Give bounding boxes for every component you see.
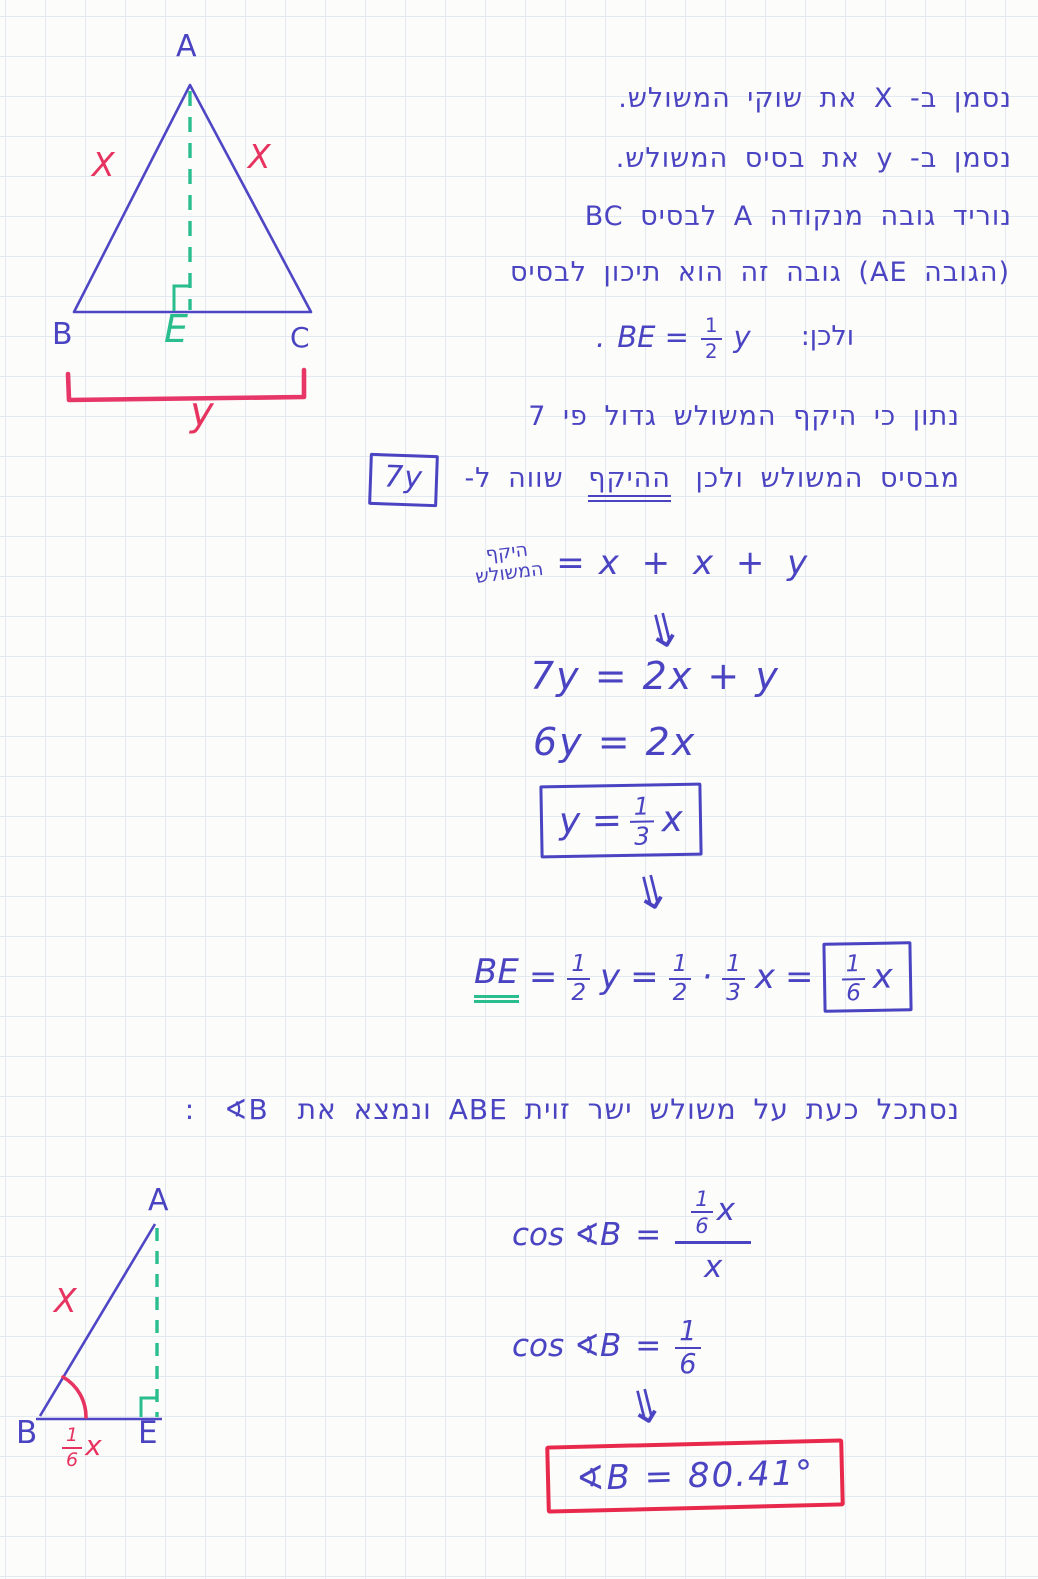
implies-down-arrow: ⇓	[620, 1376, 671, 1438]
multiplication-dot: ·	[701, 957, 713, 998]
side-label-left: X	[92, 145, 115, 184]
fraction-one-half: $\frac{1}{2}$	[701, 316, 722, 361]
big-fraction	[675, 1186, 751, 1286]
big-fraction-numerator	[675, 1186, 751, 1241]
hypotenuse-label: X	[54, 1281, 77, 1320]
fraction-one-sixth: 1 6	[691, 1188, 712, 1236]
perimeter-rhs: x + x + y	[598, 542, 814, 583]
angle-arc	[63, 1377, 86, 1417]
intro-line-2: נסמן ב- y את בסיס המשולש.	[615, 143, 1012, 174]
base-length-bracket	[68, 370, 304, 400]
vertex-label-a: A	[176, 29, 197, 64]
variable-x: x	[85, 1429, 102, 1463]
side-label-right: X	[248, 137, 271, 176]
variable-x: x	[754, 957, 775, 998]
base-length-label: y	[190, 389, 214, 435]
fraction-one-sixth: 1 6	[62, 1426, 82, 1470]
vertex-label-b: B	[16, 1415, 38, 1451]
final-answer	[546, 1442, 844, 1510]
answer-box	[545, 1438, 845, 1513]
intro-line-3: נוריד גובה מנקודה A לבסיס BC	[584, 201, 1012, 232]
isosceles-triangle-diagram	[28, 28, 368, 428]
big-fraction-denominator: x	[675, 1241, 751, 1283]
given-line2-part2: שווה ל-	[464, 463, 564, 494]
fraction-one-half: $\frac{1}{2}$	[669, 953, 692, 1005]
variable-x: x	[872, 956, 894, 998]
vertex-label-a: A	[148, 1183, 169, 1218]
angle-b-symbol: ∢B	[224, 1093, 269, 1126]
perimeter-word-underlined: ההיקף	[588, 463, 671, 502]
be-chain-equation	[474, 942, 912, 1012]
fraction-one-third: 1 3	[722, 953, 745, 1005]
perimeter-label: היקף המשולש	[474, 538, 545, 588]
base-length-label	[62, 1424, 102, 1472]
therefore-label: ולכן:	[800, 321, 855, 353]
answer-text: ∢B = 80.41°	[575, 1453, 815, 1499]
observe-colon: :	[184, 1093, 196, 1126]
cosine-equation-2	[512, 1316, 701, 1381]
right-triangle-diagram	[12, 1184, 227, 1439]
fraction-one-sixth: $\frac{1}{6}$	[675, 1318, 700, 1378]
given-line-1: נתון כי היקף המשולש גדול פי 7	[528, 401, 960, 432]
triangle-outline	[74, 85, 311, 312]
intro-line-1: נסמן ב- X את שוקי המשולש.	[618, 83, 1012, 114]
cos-angle-b: cos ∢B	[512, 1216, 622, 1253]
be-equals: BE =	[617, 319, 689, 354]
cos-angle-b: cos ∢B	[512, 1328, 622, 1365]
seven-y-box: 7y	[368, 453, 439, 507]
implies-down-arrow: ⇓	[638, 600, 689, 662]
fraction-one-half: $\frac{1}{2}$	[567, 953, 590, 1005]
foot-label-e: E	[164, 307, 189, 351]
equals-sign: =	[556, 542, 585, 583]
equals-sign: =	[635, 1216, 662, 1253]
observe-text: נסתכל כעת על משולש ישר זוית ABE ונמצא את	[297, 1093, 960, 1126]
equals-sign: =	[630, 957, 659, 998]
equation-7y-2x-y: 7y = 2x + y	[530, 654, 780, 698]
hypotenuse-line	[40, 1224, 155, 1416]
one-sixth-x-box	[823, 941, 913, 1013]
intro-line-4: (הגובה AE) גובה זה הוא תיכון לבסיס	[509, 257, 1010, 288]
cosine-equation-1	[512, 1186, 751, 1286]
observe-line	[185, 1092, 960, 1127]
foot-label-e: E	[138, 1415, 158, 1451]
equals-sign: =	[528, 957, 558, 998]
equals-sign: =	[784, 957, 814, 998]
y-equals-third-x-box: y = $\frac{1}{3}$ x	[539, 783, 702, 859]
boxed-result-y	[540, 784, 702, 857]
variable-y: y	[733, 319, 751, 354]
variable-y: y	[600, 957, 621, 998]
given-line2-part1: מבסיס המשולש ולכן	[695, 463, 960, 494]
implies-down-arrow: ⇓	[626, 862, 677, 924]
vertex-label-c: C	[290, 321, 310, 354]
intro-conclusion-line	[596, 314, 855, 363]
be-term: BE	[474, 952, 519, 1003]
variable-x: x	[716, 1191, 736, 1228]
fraction-one-sixth: 1 6	[842, 953, 866, 1006]
equation-6y-2x: 6y = 2x	[533, 720, 697, 764]
period: .	[596, 319, 606, 354]
perimeter-equation	[474, 538, 814, 588]
fraction-one-third: $\frac{1}{3}$	[629, 794, 654, 849]
given-line-2	[359, 454, 960, 506]
vertex-label-b: B	[52, 317, 73, 352]
equals-sign: =	[635, 1328, 662, 1365]
